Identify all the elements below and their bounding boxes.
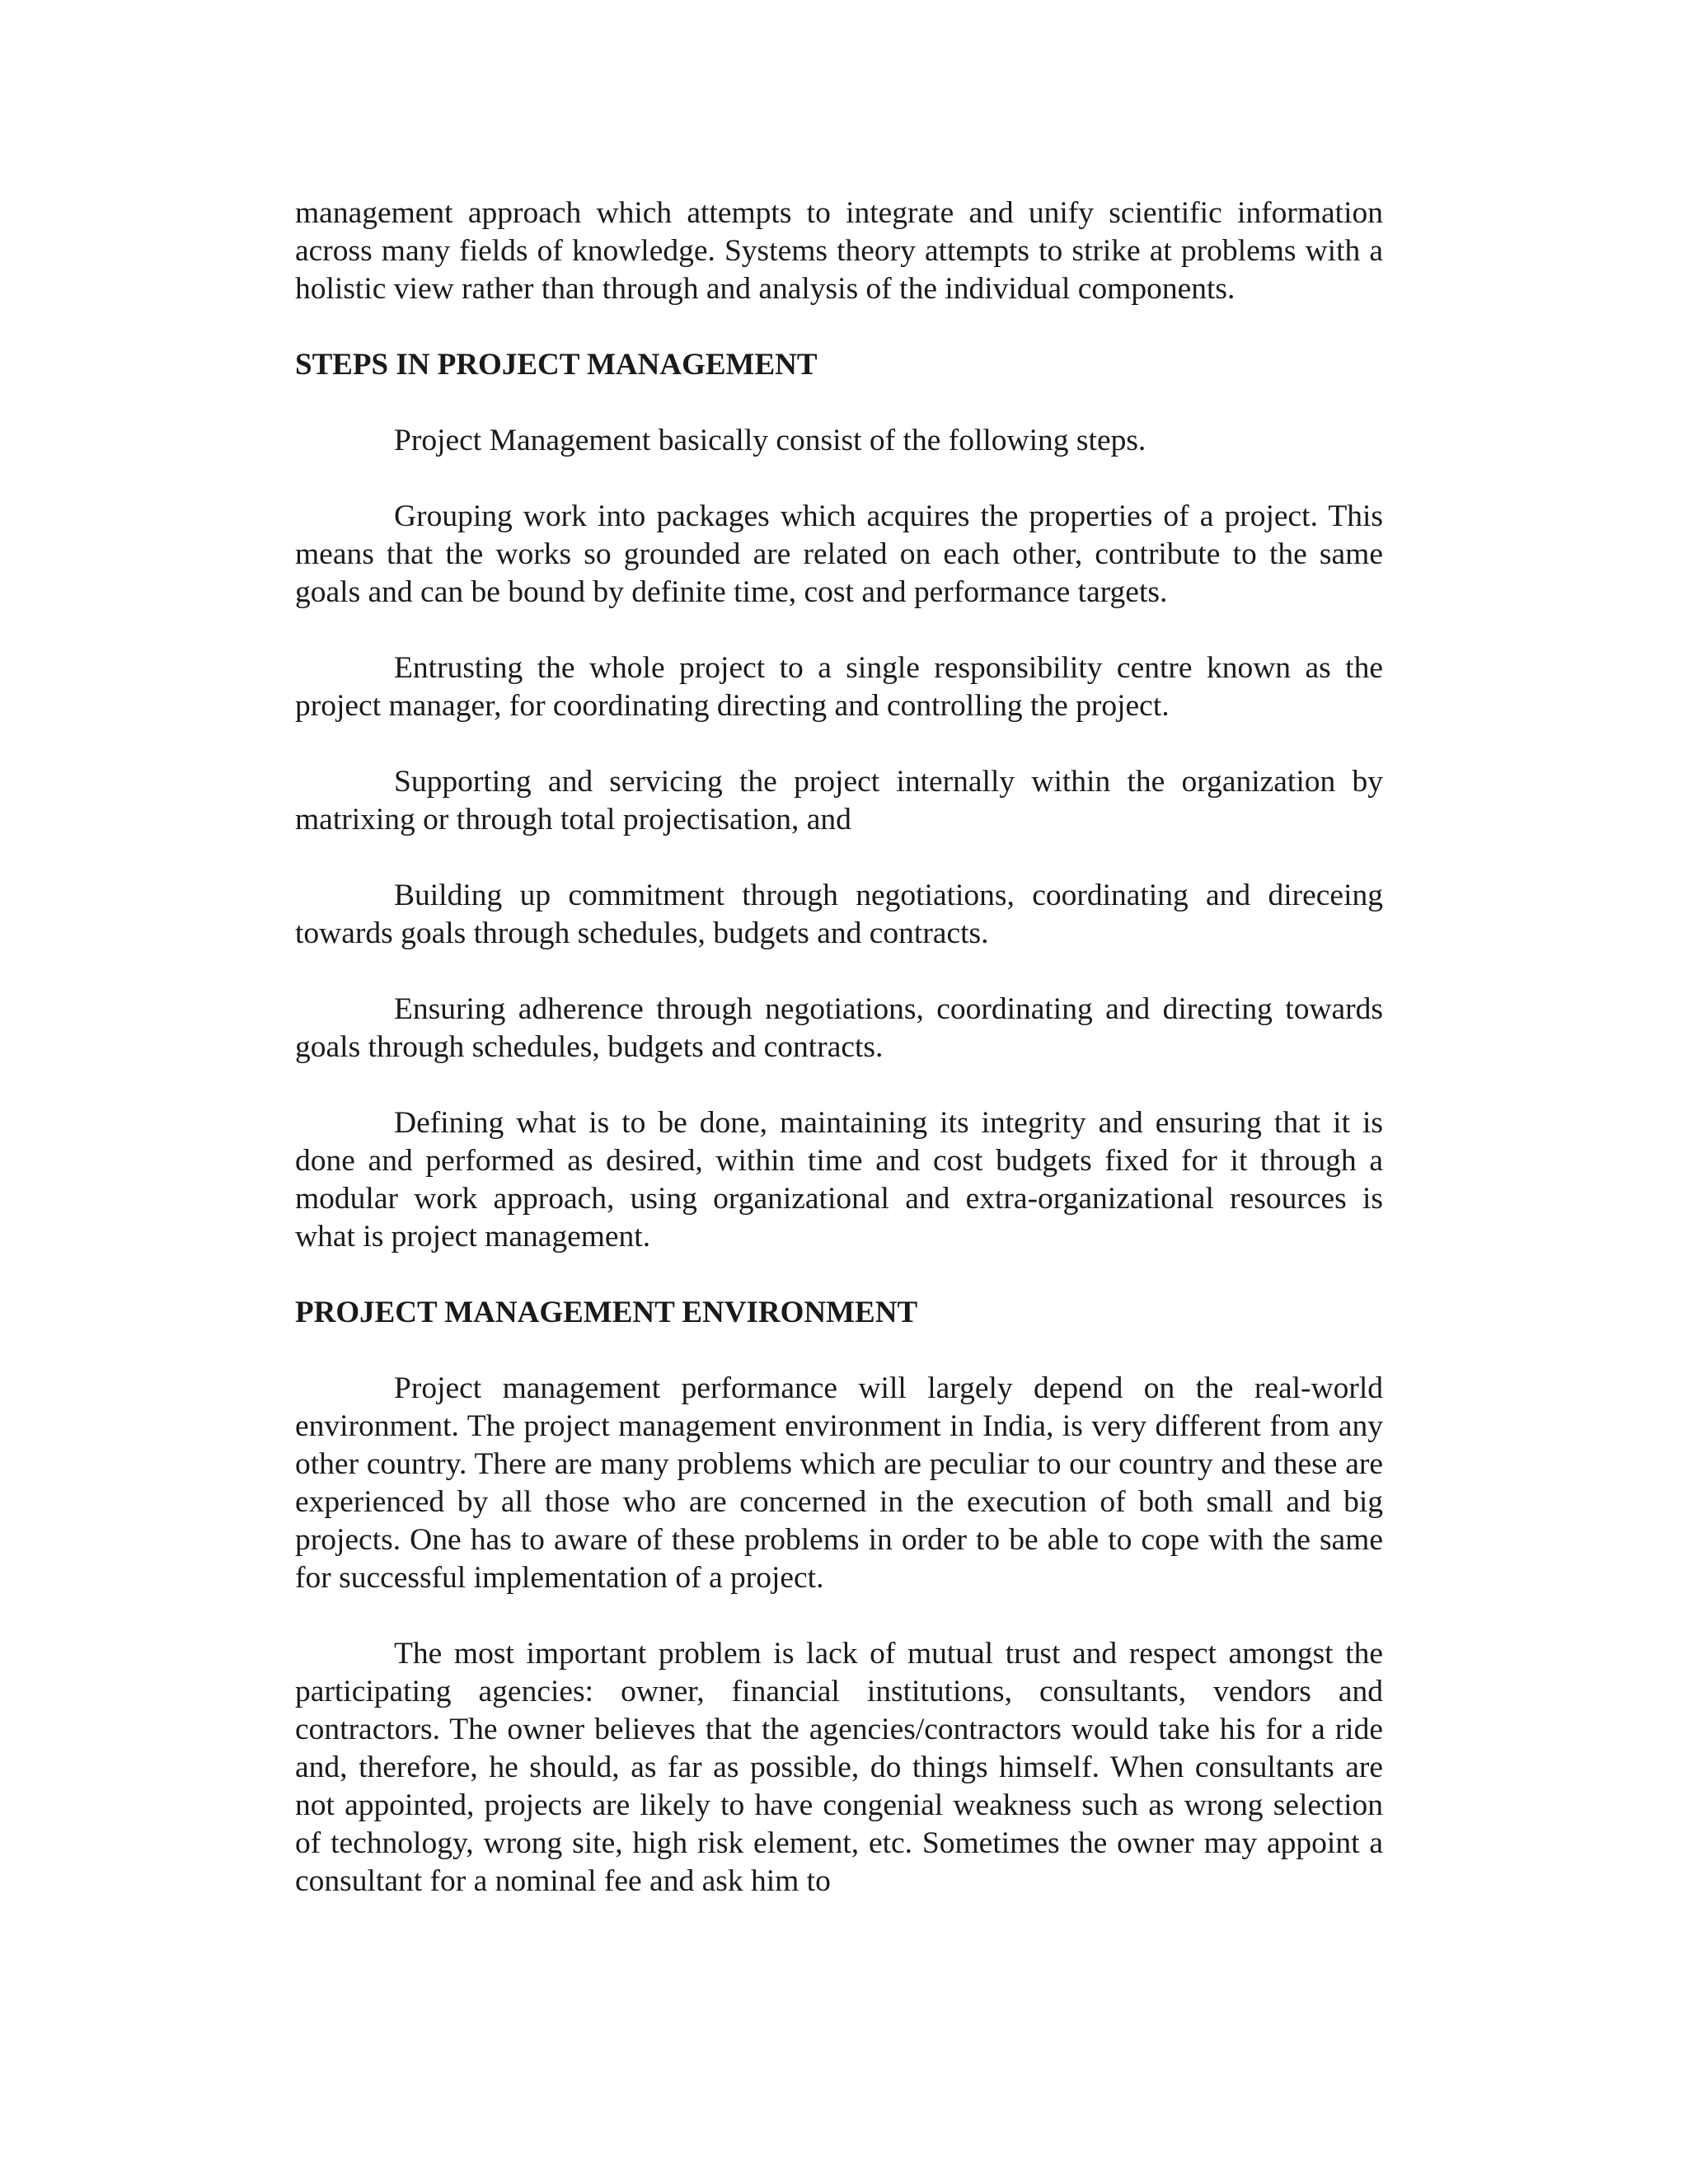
body-paragraph: Defining what is to be done, maintaining its integrity and ensuring that it is done and performed as desired, within time and cost budgets fixed for it through a modular work approach, using organizational and extra-organizational resources is what is project management.	[295, 1106, 1383, 1254]
section-heading-steps: STEPS IN PROJECT MANAGEMENT	[295, 348, 818, 382]
intro-paragraph: management approach which attempts to integrate and unify scientific information across many fields of knowledge. Systems theory attempts to strike at problems with a holistic view rather than through and analysis of the individual components.	[295, 196, 1383, 306]
section-heading-environment: PROJECT MANAGEMENT ENVIRONMENT	[295, 1296, 918, 1329]
body-paragraph: Building up commitment through negotiations, coordinating and direceing towards goals through schedules, budgets and contracts.	[295, 879, 1383, 950]
body-paragraph: Supporting and servicing the project internally within the organization by matrixing or through total projectisation, and	[295, 765, 1383, 837]
body-paragraph: Ensuring adherence through negotiations, coordinating and directing towards goals through schedules, budgets and contracts.	[295, 992, 1383, 1064]
document-page	[295, 194, 1383, 1900]
body-paragraph: The most important problem is lack of mutual trust and respect amongst the participating agencies: owner, financial institutions, consultants, vendors and contractors. The owner believes that the agencies/contractors would take his for a ride and, therefore, he should, as far as possible, do things himself. When consultants are not appointed, projects are likely to have congenial weakness such as wrong selection of technology, wrong site, high risk element, etc. Sometimes the owner may appoint a consultant for a nominal fee and ask him to	[295, 1637, 1383, 1898]
body-paragraph: Entrusting the whole project to a single responsibility centre known as the project manager, for coordinating directing and controlling the project.	[295, 651, 1383, 723]
body-paragraph: Project management performance will largely depend on the real-world environment. The project management environment in India, is very different from any other country. There are many problems which are peculiar to our country and these are experienced by all those who are concerned in the execution of both small and big projects. One has to aware of these problems in order to be able to cope with the same for successful implementation of a project.	[295, 1371, 1383, 1595]
body-paragraph: Grouping work into packages which acquires the properties of a project. This means that the works so grounded are related on each other, contribute to the same goals and can be bound by definite time, cost and performance targets.	[295, 499, 1383, 609]
body-paragraph: Project Management basically consist of the following steps.	[394, 424, 1146, 457]
